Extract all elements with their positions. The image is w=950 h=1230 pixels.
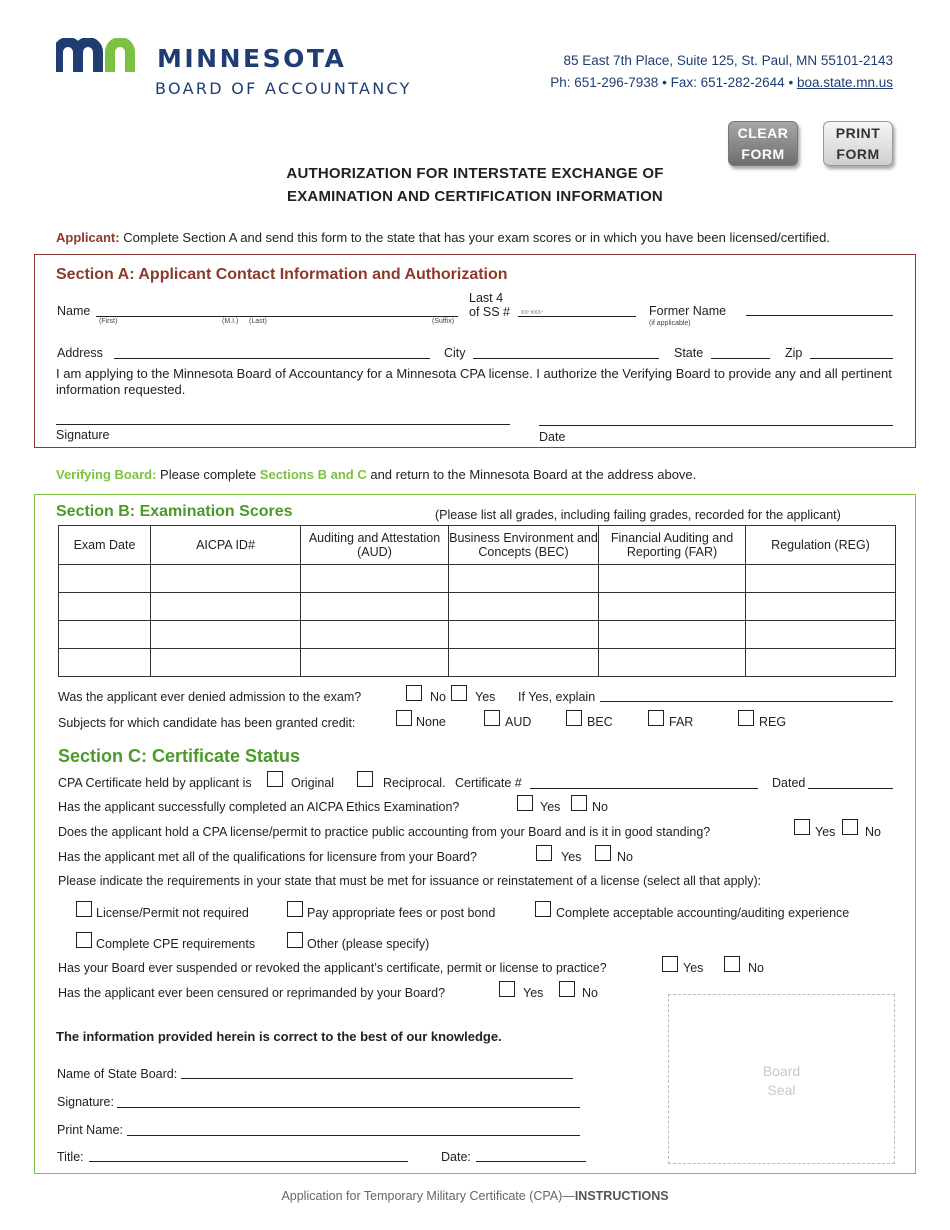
separator: • (788, 75, 794, 90)
no-label: No (865, 825, 881, 839)
table-cell[interactable] (151, 565, 301, 593)
zip-label: Zip (785, 346, 803, 360)
verifying-text: and return to the Minnesota Board at the address above. (370, 467, 697, 482)
date-label: Date (539, 430, 566, 444)
yes-label: Yes (523, 986, 544, 1000)
suspended-no-checkbox[interactable] (724, 956, 740, 972)
yes-label: Yes (475, 690, 496, 704)
dated-label: Dated (772, 776, 806, 790)
footer-text: Application for Temporary Military Certificate (CPA)— (281, 1189, 575, 1203)
column-header: Auditing and Attestation (AUD) (301, 526, 449, 565)
separator: • (662, 75, 667, 90)
column-header: AICPA ID# (151, 526, 301, 565)
column-header: Regulation (REG) (746, 526, 896, 565)
credit-aud-label: AUD (505, 715, 532, 729)
table-cell[interactable] (449, 593, 599, 621)
state-board-input[interactable] (181, 1078, 573, 1079)
column-header: Exam Date (59, 526, 151, 565)
credit-question: Subjects for which candidate has been granted credit: (58, 716, 356, 730)
table-cell[interactable] (301, 649, 449, 677)
applicant-text: Complete Section A and send this form to the state that has your exam scores or in which you have been licensed/certified. (123, 230, 830, 245)
requirements-question: Please indicate the requirements in your state that must be met for issuance or reinstatement of a license (select all that apply): (58, 874, 762, 888)
req-not-required-label: License/Permit not required (96, 906, 249, 920)
footer (0, 1189, 950, 1203)
table-cell[interactable] (151, 621, 301, 649)
board-phone: Ph: 651-296-7938 (550, 75, 659, 90)
req-not-required-checkbox[interactable] (76, 901, 92, 917)
name-sub-suffix: (Suffix) (432, 318, 455, 325)
no-label: No (430, 690, 446, 704)
section-b-note: (Please list all grades, including failing grades, recorded for the applicant) (435, 508, 841, 522)
suspended-yes-checkbox[interactable] (662, 956, 678, 972)
qualifications-no-checkbox[interactable] (595, 845, 611, 861)
censured-question: Has the applicant ever been censured or reprimanded by your Board? (58, 986, 446, 1000)
former-name-sub: (if applicable) (649, 320, 691, 327)
table-cell[interactable] (599, 649, 746, 677)
cert-number-label: Certificate # (455, 776, 522, 790)
original-checkbox[interactable] (267, 771, 283, 787)
print-form-button[interactable] (823, 121, 893, 166)
req-other-checkbox[interactable] (287, 932, 303, 948)
denied-admission-question: Was the applicant ever denied admission to the exam? (58, 690, 362, 704)
former-name-input[interactable] (746, 315, 893, 316)
section-c-heading: Section C: Certificate Status (58, 746, 301, 766)
column-header: Business Environment and Concepts (BEC) (449, 526, 599, 565)
denied-yes-checkbox[interactable] (451, 685, 467, 701)
table-cell[interactable] (449, 649, 599, 677)
board-website-link[interactable]: boa.state.mn.us (796, 75, 893, 90)
req-cpe-label: Complete CPE requirements (96, 937, 256, 951)
clear-button-label: CLEAR (737, 125, 789, 141)
table-header-row (59, 526, 896, 565)
seal-label: Seal (767, 1082, 796, 1098)
credit-bec-checkbox[interactable] (566, 710, 582, 726)
board-fax: Fax: 651-282-2644 (670, 75, 785, 90)
zip-input[interactable] (810, 358, 893, 359)
table-cell[interactable] (59, 621, 151, 649)
verifying-sections-highlight: Sections B and C (259, 467, 367, 482)
title-label: Title: (57, 1150, 84, 1164)
table-cell[interactable] (59, 649, 151, 677)
yes-label: Yes (540, 800, 561, 814)
logo-board-name: BOARD OF ACCOUNTANCY (155, 79, 412, 98)
city-input[interactable] (473, 358, 659, 359)
table-cell[interactable] (151, 593, 301, 621)
censured-no-checkbox[interactable] (559, 981, 575, 997)
certification-statement: The information provided herein is correct to the best of our knowledge. (56, 1029, 502, 1044)
table-cell[interactable] (151, 649, 301, 677)
license-no-checkbox[interactable] (842, 819, 858, 835)
table-cell[interactable] (599, 593, 746, 621)
suspended-question: Has your Board ever suspended or revoked the applicant’s certificate, permit or license to practice? (58, 961, 607, 975)
form-title: EXAMINATION AND CERTIFICATION INFORMATION (287, 188, 663, 205)
print-button-label: FORM (836, 146, 880, 162)
section-b-heading: Section B: Examination Scores (56, 503, 293, 520)
applicant-signature-input[interactable] (56, 424, 510, 425)
board-address: 85 East 7th Place, Suite 125, St. Paul, MN 55101-2143 (563, 53, 893, 68)
credit-bec-label: BEC (587, 715, 613, 729)
clear-form-button[interactable] (728, 121, 798, 166)
table-cell[interactable] (301, 593, 449, 621)
ss-placeholder: xx-xxx- (521, 309, 544, 316)
table-cell[interactable] (449, 565, 599, 593)
no-label: No (617, 850, 633, 864)
board-signature-input[interactable] (117, 1107, 580, 1108)
name-label: Name (57, 304, 91, 318)
name-sub-first: (First) (99, 318, 118, 325)
state-label: State (674, 346, 704, 360)
table-cell[interactable] (449, 621, 599, 649)
reciprocal-checkbox[interactable] (357, 771, 373, 787)
req-fees-label: Pay appropriate fees or post bond (307, 906, 496, 920)
qualifications-yes-checkbox[interactable] (536, 845, 552, 861)
table-cell[interactable] (301, 621, 449, 649)
dated-input[interactable] (808, 788, 893, 789)
seal-label: Board (762, 1063, 801, 1079)
table-row (59, 649, 896, 677)
table-cell[interactable] (746, 593, 896, 621)
req-other-label: Other (please specify) (307, 937, 430, 951)
applicant-date-input[interactable] (539, 425, 893, 426)
original-label: Original (291, 776, 335, 790)
address-label: Address (57, 346, 103, 360)
board-contact-line (550, 75, 893, 90)
logo (56, 36, 436, 98)
no-label: No (592, 800, 608, 814)
censured-yes-checkbox[interactable] (499, 981, 515, 997)
ss-input[interactable] (518, 316, 636, 317)
credit-none-checkbox[interactable] (396, 710, 412, 726)
print-name-label: Print Name: (57, 1123, 123, 1137)
table-row (59, 565, 896, 593)
section-a-heading: Section A: Applicant Contact Information and Authorization (56, 266, 508, 283)
state-input[interactable] (711, 358, 770, 359)
table-cell[interactable] (301, 565, 449, 593)
exam-scores-table (58, 525, 896, 677)
table-row (59, 621, 896, 649)
address-input[interactable] (114, 358, 430, 359)
credit-far-checkbox[interactable] (648, 710, 664, 726)
table-row (59, 593, 896, 621)
yes-label: Yes (815, 825, 836, 839)
clear-button-label: FORM (741, 146, 785, 162)
title-input[interactable] (89, 1161, 408, 1162)
former-name-label: Former Name (649, 304, 727, 318)
req-experience-label: Complete acceptable accounting/auditing experience (556, 906, 850, 920)
name-sub-mi: (M.I.) (222, 318, 239, 325)
board-signature-label: Signature: (57, 1095, 114, 1109)
board-date-input[interactable] (476, 1161, 586, 1162)
logo-state-name: MINNESOTA (157, 44, 347, 73)
applicant-instructions (56, 230, 830, 245)
credit-reg-label: REG (759, 715, 787, 729)
cert-held-label: CPA Certificate held by applicant is (58, 776, 252, 790)
city-label: City (444, 346, 466, 360)
table-cell[interactable] (746, 565, 896, 593)
denied-no-checkbox[interactable] (406, 685, 422, 701)
table-cell[interactable] (59, 565, 151, 593)
explain-input[interactable] (600, 701, 893, 702)
name-input[interactable] (96, 316, 458, 317)
license-question: Does the applicant hold a CPA license/permit to practice public accounting from your Board and is it in good standing? (58, 825, 711, 839)
mn-logo-icon (56, 38, 138, 74)
ethics-no-checkbox[interactable] (571, 795, 587, 811)
board-date-label: Date: (441, 1150, 471, 1164)
no-label: No (582, 986, 598, 1000)
ss-label: of SS # (469, 305, 510, 319)
table-cell[interactable] (599, 621, 746, 649)
board-seal-area (668, 994, 895, 1164)
credit-aud-checkbox[interactable] (484, 710, 500, 726)
req-cpe-checkbox[interactable] (76, 932, 92, 948)
signature-label: Signature (56, 428, 110, 442)
reciprocal-label: Reciprocal. (383, 776, 446, 790)
ethics-yes-checkbox[interactable] (517, 795, 533, 811)
print-name-input[interactable] (127, 1135, 580, 1136)
verifying-text: Please complete (160, 467, 257, 482)
yes-label: Yes (683, 961, 704, 975)
authorization-statement: I am applying to the Minnesota Board of Accountancy for a Minnesota CPA license. I authorize the Verifying Board to provide any and all pertinent information requested. (56, 366, 892, 397)
verifying-board-instructions (56, 467, 696, 482)
applicant-label: Applicant: (56, 230, 120, 245)
cert-number-input[interactable] (530, 788, 758, 789)
ethics-question: Has the applicant successfully completed an AICPA Ethics Examination? (58, 800, 460, 814)
form-title: AUTHORIZATION FOR INTERSTATE EXCHANGE OF (286, 165, 664, 182)
footer-bold: INSTRUCTIONS (574, 1189, 669, 1203)
req-experience-checkbox[interactable] (535, 901, 551, 917)
table-cell[interactable] (599, 565, 746, 593)
state-board-label: Name of State Board: (57, 1067, 178, 1081)
name-sub-last: (Last) (249, 318, 267, 325)
verifying-board-label: Verifying Board: (56, 467, 157, 482)
ss-label: Last 4 (469, 291, 504, 305)
license-yes-checkbox[interactable] (794, 819, 810, 835)
column-header: Financial Auditing and Reporting (FAR) (599, 526, 746, 565)
print-button-label: PRINT (835, 125, 881, 141)
credit-reg-checkbox[interactable] (738, 710, 754, 726)
qualifications-question: Has the applicant met all of the qualifications for licensure from your Board? (58, 850, 477, 864)
req-fees-checkbox[interactable] (287, 901, 303, 917)
credit-none-label: None (416, 715, 446, 729)
credit-far-label: FAR (669, 715, 694, 729)
table-cell[interactable] (746, 649, 896, 677)
explain-label: If Yes, explain (518, 690, 596, 704)
table-cell[interactable] (59, 593, 151, 621)
no-label: No (748, 961, 764, 975)
yes-label: Yes (561, 850, 582, 864)
table-cell[interactable] (746, 621, 896, 649)
